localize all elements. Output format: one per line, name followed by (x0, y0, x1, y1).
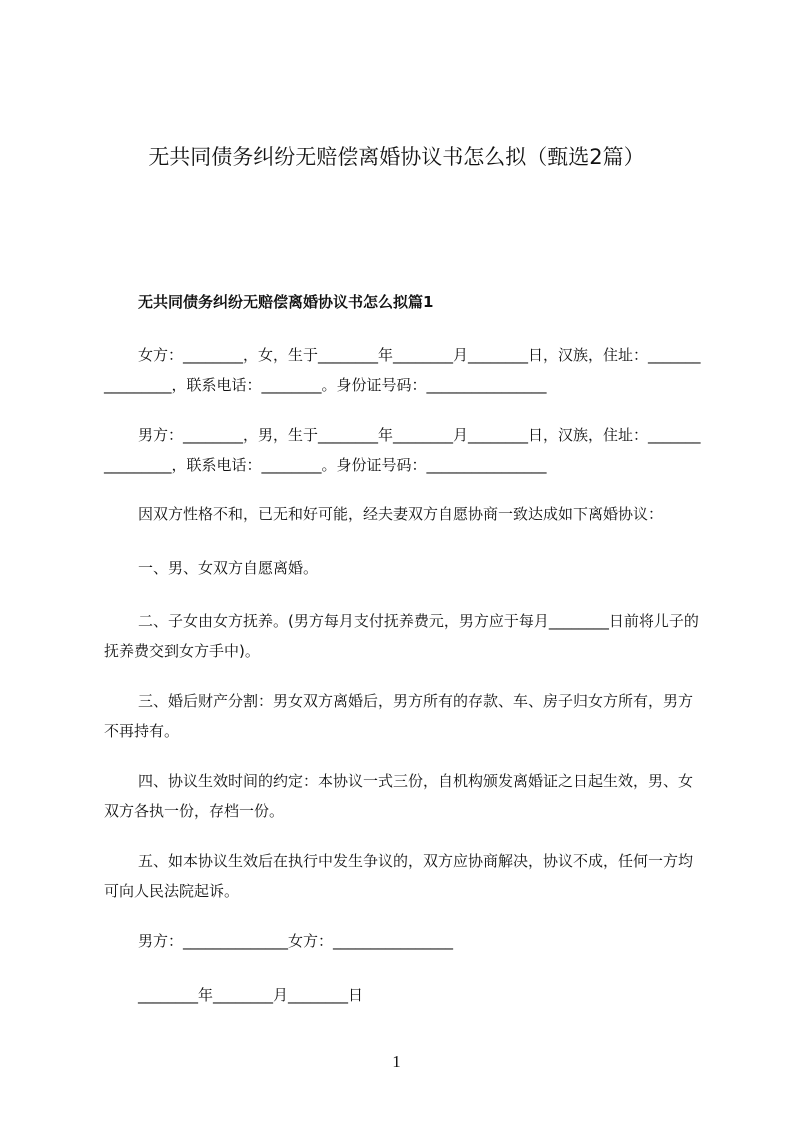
page-number: 1 (392, 1052, 401, 1071)
clause-5: 五、如本协议生效后在执行中发生争议的，双方应协商解决，协议不成，任何一方均可向人民法院起诉。 (104, 852, 694, 900)
clause-1: 一、男、女双方自愿离婚。 (138, 559, 319, 577)
male-party-info: 男方：________，男，生于________年________月________日，汉族，住址：________________，联系电话：________。身份证号码：________________ (104, 426, 701, 474)
agreement-preamble: 因双方性格不和，已无和好可能，经夫妻双方自愿协商一致达成如下离婚协议： (138, 505, 664, 523)
date-line: ________年________月________日 (138, 986, 364, 1004)
clause-3: 三、婚后财产分割：男女双方离婚后，男方所有的存款、车、房子归女方所有，男方不再持有。 (104, 692, 694, 740)
female-party-info: 女方：________，女，生于________年________月________日，汉族，住址：________________，联系电话：________。身份证号码：________________ (104, 346, 701, 394)
clause-4: 四、协议生效时间的约定：本协议一式三份，自机构颁发离婚证之日起生效，男、女双方各执一份，存档一份。 (104, 772, 694, 820)
document-title: 无共同债务纠纷无赔偿离婚协议书怎么拟（甄选2篇） (148, 145, 645, 169)
clause-2: 二、子女由女方抚养。(男方每月支付抚养费元，男方应于每月________日前将儿子的抚养费交到女方手中)。 (104, 612, 699, 660)
signature-line: 男方：______________女方：________________ (138, 932, 454, 950)
section-heading: 无共同债务纠纷无赔偿离婚协议书怎么拟篇1 (138, 293, 434, 311)
